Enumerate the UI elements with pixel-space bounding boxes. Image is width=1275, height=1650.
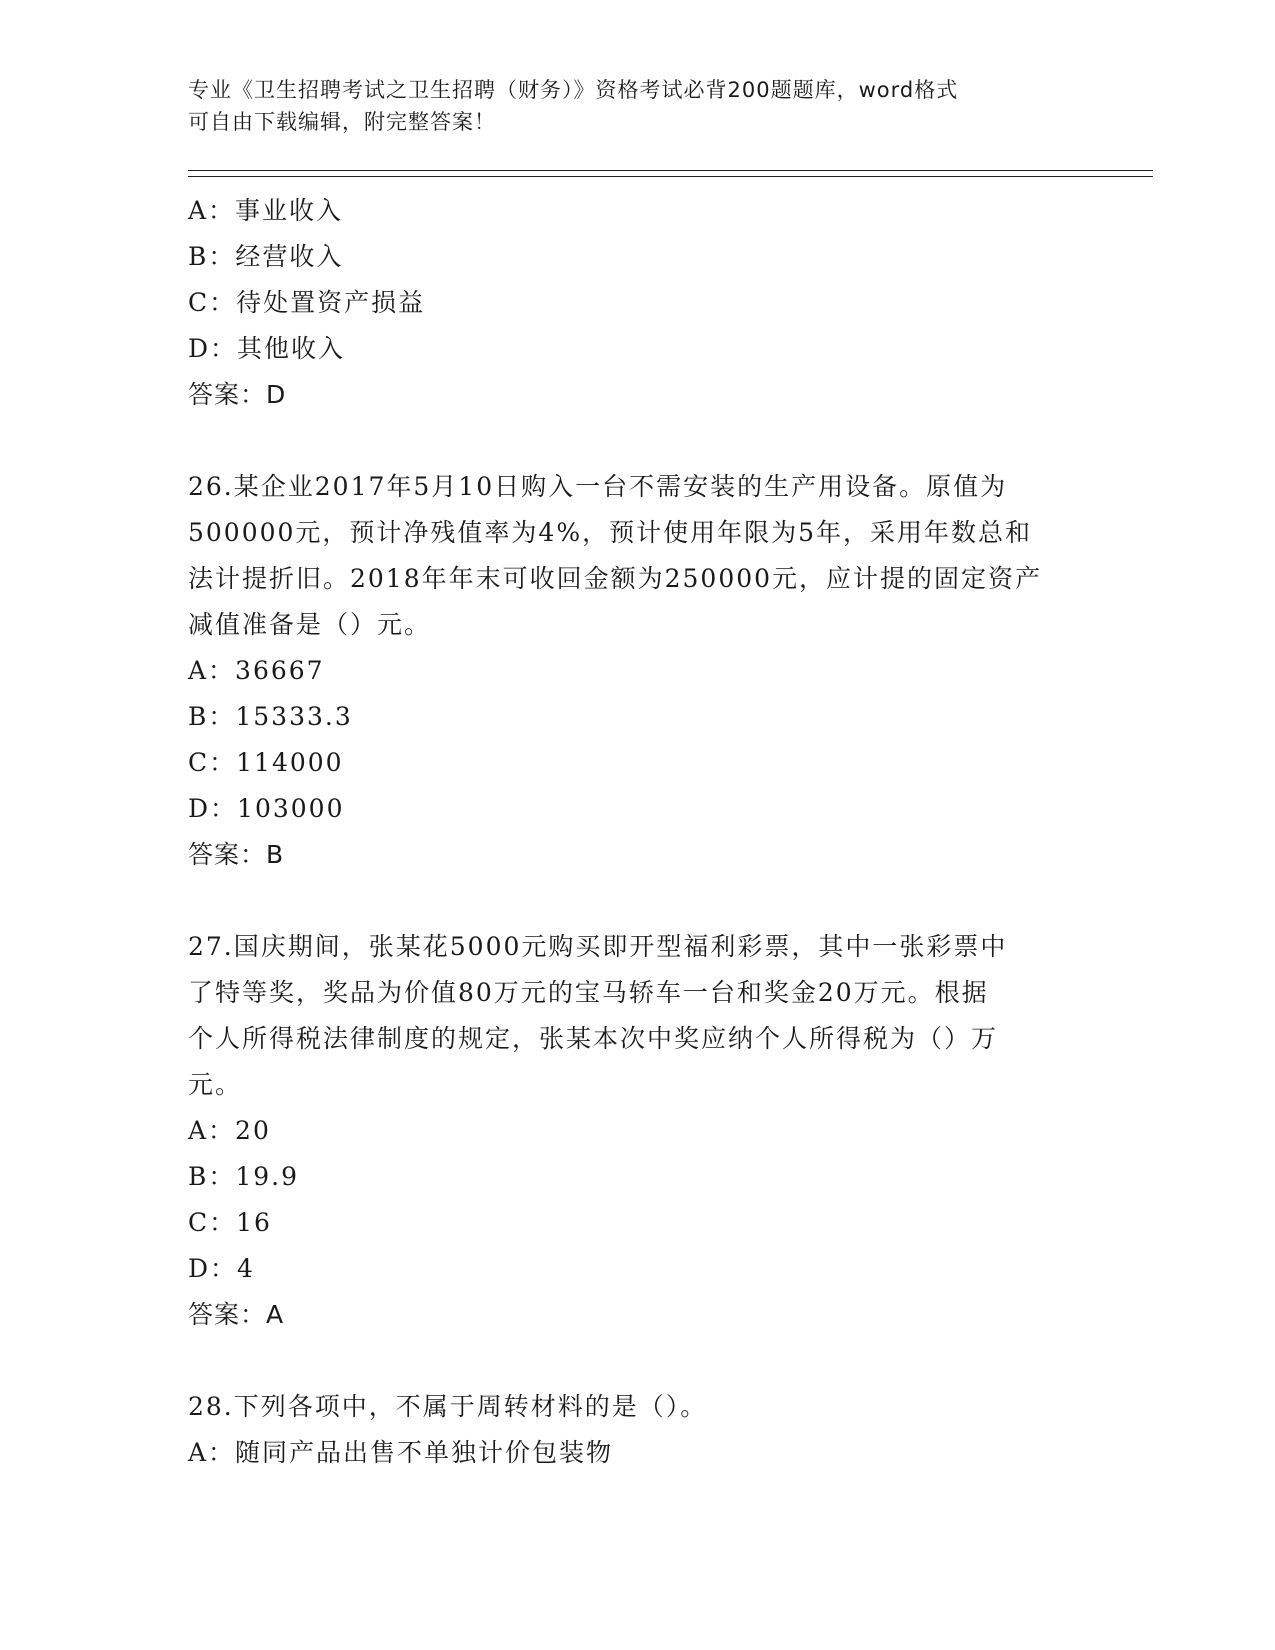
question-26 [188, 464, 1088, 878]
option-c: C：16 [188, 1208, 272, 1237]
option-c: C：114000 [188, 748, 344, 777]
question-content [188, 188, 1088, 1476]
question-stem-line: 了特等奖，奖品为价值80万元的宝马轿车一台和奖金20万元。根据 [188, 978, 989, 1007]
option-d: D：其他收入 [188, 334, 346, 363]
question-stem-line: 法计提折旧。2018年年末可收回金额为250000元，应计提的固定资产 [188, 564, 1043, 593]
option-a: A：20 [188, 1116, 271, 1145]
option-d: D：103000 [188, 794, 345, 823]
question-stem-line: 减值准备是（）元。 [188, 610, 432, 639]
question-28 [188, 1384, 1088, 1476]
question-stem-line: 500000元，预计净残值率为4%，预计使用年限为5年，采用年数总和 [188, 518, 1033, 547]
answer: 答案：B [188, 840, 285, 869]
option-a: A：随同产品出售不单独计价包装物 [188, 1438, 614, 1467]
header-rule-top [188, 170, 1153, 171]
question-stem-line: 个人所得税法律制度的规定，张某本次中奖应纳个人所得税为（）万 [188, 1024, 999, 1053]
question-stem-line: 28.下列各项中，不属于周转材料的是（）。 [188, 1392, 708, 1421]
document-header [188, 74, 1088, 138]
question-stem-line: 26.某企业2017年5月10日购入一台不需安装的生产用设备。原值为 [188, 472, 1008, 501]
question-27 [188, 924, 1088, 1338]
header-rule-bottom [188, 176, 1153, 177]
answer: 答案：D [188, 380, 287, 409]
option-d: D：4 [188, 1254, 255, 1283]
question-stem-line: 27.国庆期间，张某花5000元购买即开型福利彩票，其中一张彩票中 [188, 932, 1008, 961]
answer: 答案：A [188, 1300, 285, 1329]
option-b: B：经营收入 [188, 242, 344, 271]
question-25 [188, 188, 1088, 418]
option-c: C：待处置资产损益 [188, 288, 426, 317]
option-b: B：15333.3 [188, 702, 353, 731]
question-stem-line: 元。 [188, 1070, 243, 1099]
option-a: A：36667 [188, 656, 325, 685]
option-b: B：19.9 [188, 1162, 300, 1191]
option-a: A：事业收入 [188, 196, 344, 225]
header-line-1: 专业《卫生招聘考试之卫生招聘（财务）》资格考试必背200题题库，word格式 [188, 78, 959, 102]
header-line-2: 可自由下载编辑，附完整答案！ [188, 110, 496, 134]
